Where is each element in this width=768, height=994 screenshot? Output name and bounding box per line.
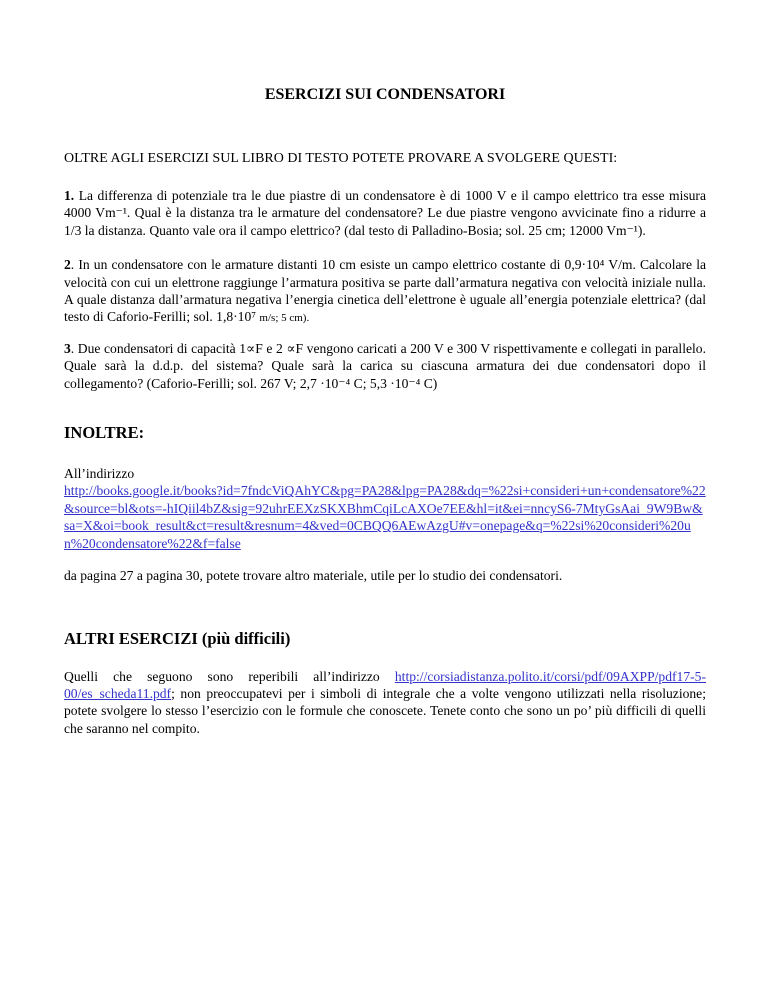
intro-statement: OLTRE AGLI ESERCIZI SUL LIBRO DI TESTO POTETE PROVARE A SVOLGERE QUESTI: [64, 151, 618, 166]
exercise-2-text: . In un condensatore con le armature distanti 10 cm esiste un campo elettrico costante di 0,9·10⁴ V/m. Calcolare la velocità con cui un elettrone raggiunge l’armatura positiva se parte dall’armatura negativa con velocità iniziale nulla. A quale distanza dall’armatura negativa l’energia cinetica dell’elettrone è uguale all’energia potenziale elettrica? (dal testo di Caforio-Ferilli; sol. 1,8·10⁷ [64, 257, 706, 325]
inoltre-address-paragraph [64, 465, 706, 552]
page-title: ESERCIZI SUI CONDENSATORI [264, 86, 506, 103]
exercise-1-paragraph [64, 187, 706, 239]
exercise-3-number: 3 [64, 340, 71, 356]
exercise-2-paragraph [64, 256, 706, 328]
exercise-3-text: . Due condensatori di capacità 1∝F e 2 ∝F vengono caricati a 200 V e 300 V rispettivamente e collegati in parallelo. Quale sarà la d.d.p. del sistema? Quale sarà la carica su ciascuna armatura dei due condensatori dopo il collegamento? (Caforio-Ferilli; sol. 267 V; 2,7 ·10⁻⁴ C; 5,3 ·10⁻⁴ C) [64, 340, 706, 391]
polito-pdf-link[interactable]: http://corsiadistanza.polito.it/corsi/pdf/09AXPP/pdf17-5-00/es_scheda11.pdf [64, 668, 706, 701]
exercise-1-text: La differenza di potenziale tra le due piastre di un condensatore è di 1000 V e il campo elettrico tra esse misura 4000 Vm⁻¹. Qual è la distanza tra le armature del condensatore? Le due piastre vengono avvicinate fino a ridurre a 1/3 la distanza. Quanto vale ora il campo elettrico? (dal testo di Palladino-Bosia; sol. 25 cm; 12000 Vm⁻¹). [64, 188, 706, 238]
section-heading-altri-esercizi: ALTRI ESERCIZI (più difficili) [64, 628, 291, 648]
books-google-link[interactable]: http://books.google.it/books?id=7fndcViQAhYC&pg=PA28&lpg=PA28&dq=%22si+consideri+un+condensatore%22&source=bl&ots=-hIQiil4bZ&sig=92uhrEEXzSKXBhmCqiLcAXOe7EE&hl=it&ei=nncyS6-7MtyGsAai_9W9Bw&sa=X&oi=book_result&ct=result&resnum=4&ved=0CBQQ6AEwAzgU#v=onepage&q=%22si%20consideri%20un%20condensatore%22&f=false [64, 483, 706, 551]
exercise-2-solution-note: m/s; 5 cm). [259, 312, 310, 325]
altri-esercizi-paragraph [64, 668, 706, 738]
exercise-2-number: 2 [64, 257, 71, 273]
altri-after-link-text: ; non preoccupatevi per i simboli di integrale che a volte vengono utilizzati nella risoluzione; potete svolgere lo stesso l’esercizio con le formule che conoscete. Tenete conto che sono un po’ più difficili di quelli che saranno nel compito. [64, 685, 706, 736]
altri-lead-text: Quelli che seguono sono reperibili all’indirizzo [64, 668, 395, 684]
exercise-3-paragraph [64, 340, 706, 392]
exercise-1-number: 1. [64, 188, 75, 203]
inoltre-outro-text: da pagina 27 a pagina 30, potete trovare altro materiale, utile per lo studio dei condensatori. [64, 568, 563, 584]
section-heading-inoltre: INOLTRE: [64, 423, 145, 443]
inoltre-lead-text: All’indirizzo [64, 466, 135, 482]
